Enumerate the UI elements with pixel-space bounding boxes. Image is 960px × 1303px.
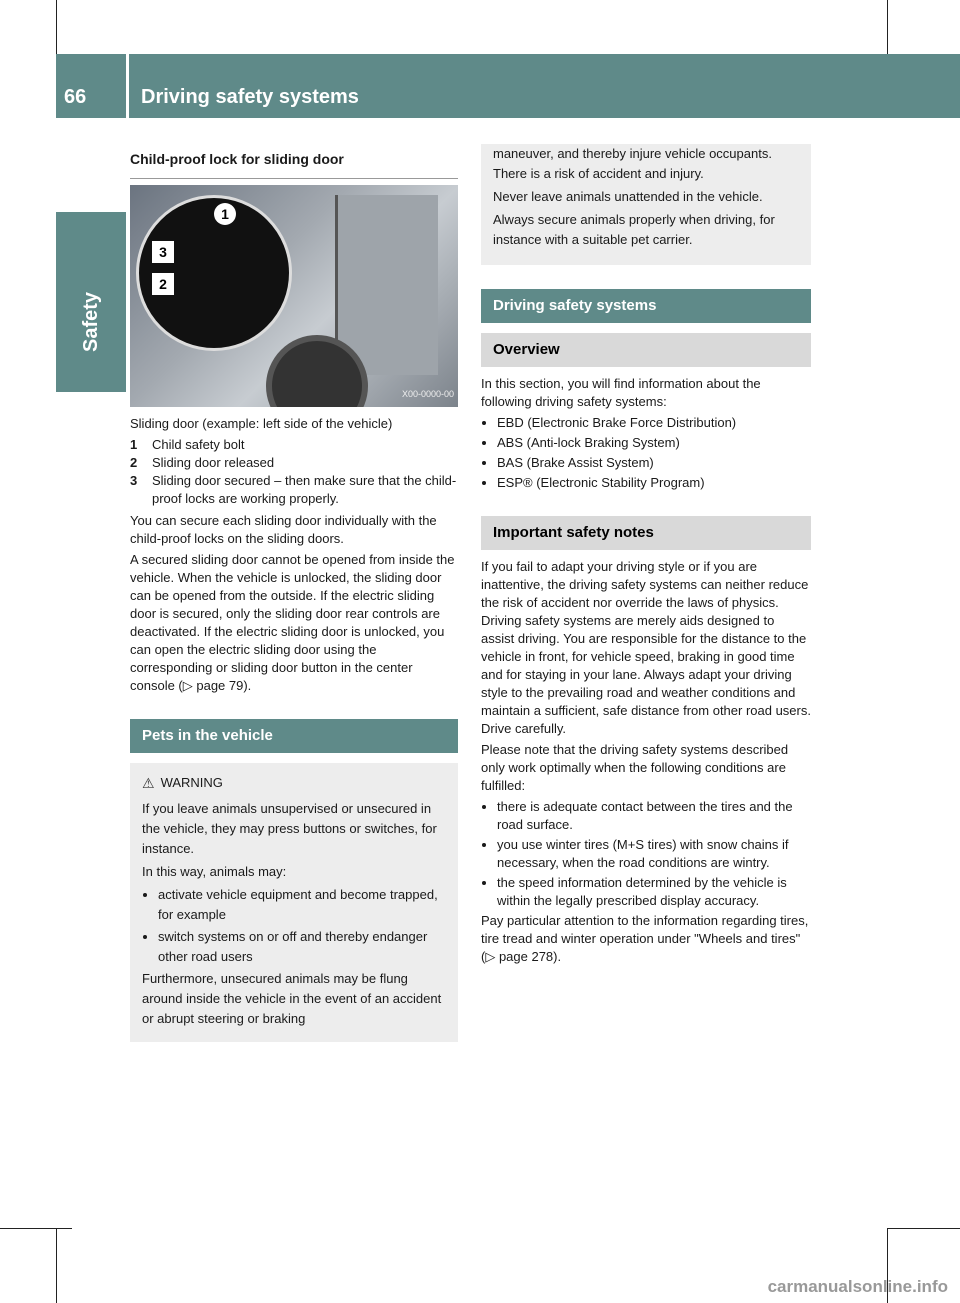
warning-box bbox=[130, 763, 458, 1042]
warning-text: Furthermore, unsecured animals may be flung around inside the vehicle in the event of an accident or abrupt steering or braking bbox=[142, 971, 442, 1026]
list-item: • there is adequate contact between the tires and the road surface. bbox=[497, 798, 811, 834]
warning-label: WARNING bbox=[160, 775, 223, 790]
paragraph: You can secure each sliding door individually with the child-proof locks on the sliding doors. bbox=[130, 513, 437, 546]
page-number: 66 bbox=[64, 86, 87, 108]
list-item: • you use winter tires (M+S tires) with snow chains if necessary, when the road conditions are wintry. bbox=[497, 836, 811, 872]
notes-heading: Important safety notes bbox=[481, 516, 811, 550]
callout-1: 1 bbox=[214, 203, 236, 225]
crop-mark bbox=[56, 1228, 57, 1303]
list-item: • activate vehicle equipment and become trapped, for example bbox=[158, 885, 446, 925]
image-code: X00-0000-00 bbox=[401, 389, 454, 399]
page-number-box bbox=[56, 54, 126, 118]
sliding-door-photo bbox=[130, 185, 458, 407]
list-item: • ABS (Anti-lock Braking System) bbox=[497, 434, 811, 452]
crop-mark bbox=[56, 0, 57, 54]
warning-triangle-icon: ⚠ bbox=[142, 775, 155, 791]
warning-text: Never leave animals unattended in the vehicle. bbox=[493, 189, 763, 204]
callout-3: 3 bbox=[152, 241, 174, 263]
image-caption: Sliding door (example: left side of the vehicle) bbox=[130, 416, 393, 431]
paragraph: In this section, you will find information about the following driving safety systems: bbox=[481, 376, 761, 409]
warning-text: maneuver, and thereby injure vehicle occupants. There is a risk of accident and injury. bbox=[493, 146, 772, 181]
list-item: • the speed information determined by the vehicle is within the legally prescribed display accuracy. bbox=[497, 874, 811, 910]
crop-mark bbox=[0, 1228, 72, 1229]
warning-box-continued bbox=[481, 144, 811, 265]
crop-mark bbox=[887, 0, 888, 54]
overview-heading: Overview bbox=[481, 333, 811, 367]
warning-text: If you leave animals unsupervised or unsecured in the vehicle, they may press buttons or switches, for instance. bbox=[142, 801, 437, 856]
pets-heading: Pets in the vehicle bbox=[130, 719, 458, 753]
list-item: • BAS (Brake Assist System) bbox=[497, 454, 811, 472]
paragraph: Pay particular attention to the information regarding tires, tire tread and winter operation under "Wheels and tires" (▷ page 278). bbox=[481, 913, 809, 964]
header-title: Driving safety systems bbox=[141, 86, 359, 108]
side-tab bbox=[56, 212, 126, 392]
warning-text: Always secure animals properly when driving, for instance with a suitable pet carrier. bbox=[493, 212, 775, 247]
left-column bbox=[130, 150, 458, 1042]
list-item: • EBD (Electronic Brake Force Distribution) bbox=[497, 414, 811, 432]
list-item: • ESP® (Electronic Stability Program) bbox=[497, 474, 811, 492]
legend-item: 3 Sliding door secured – then make sure that the child-proof locks are working properly. bbox=[130, 473, 457, 506]
legend-item: 2 Sliding door released bbox=[130, 455, 275, 470]
paragraph: A secured sliding door cannot be opened from inside the vehicle. When the vehicle is unlocked, the sliding door can be opened from the outside. If the electric sliding door is secured, only the sliding door rear controls are deactivated. If the electric sliding door is unlocked, you can open the electric sliding door using the corresponding or sliding door button in the center console (▷ page 79). bbox=[130, 552, 455, 693]
section-heading: Driving safety systems bbox=[481, 289, 811, 323]
systems-list bbox=[481, 414, 811, 492]
warning-text: In this way, animals may: bbox=[142, 864, 287, 879]
legend-item: 1 Child safety bolt bbox=[130, 437, 245, 452]
callout-2: 2 bbox=[152, 273, 174, 295]
side-tab-label: Safety bbox=[80, 291, 102, 352]
right-column bbox=[481, 146, 811, 969]
list-item: • switch systems on or off and thereby endanger other road users bbox=[158, 927, 446, 967]
warning-title bbox=[142, 773, 446, 793]
paragraph: Please note that the driving safety systems described only work optimally when the following conditions are fulfilled: bbox=[481, 742, 789, 793]
crop-mark bbox=[888, 1228, 960, 1229]
paragraph: If you fail to adapt your driving style or if you are inattentive, the driving safety systems can neither reduce the risk of accident nor override the laws of physics. Driving safety systems are merely aids designed to assist driving. You are responsible for the distance to the vehicle in front, for vehicle speed, braking in good time and for staying in your lane. Always adapt your driving style to the prevailing road and weather conditions and maintain a sufficient, safe distance from other road users. Drive carefully. bbox=[481, 559, 811, 736]
warning-list bbox=[142, 885, 446, 967]
header-bar bbox=[129, 54, 960, 118]
footer-watermark: carmanualsonline.info bbox=[767, 1277, 948, 1296]
conditions-list bbox=[481, 798, 811, 910]
subheading: Child-proof lock for sliding door bbox=[130, 150, 458, 179]
